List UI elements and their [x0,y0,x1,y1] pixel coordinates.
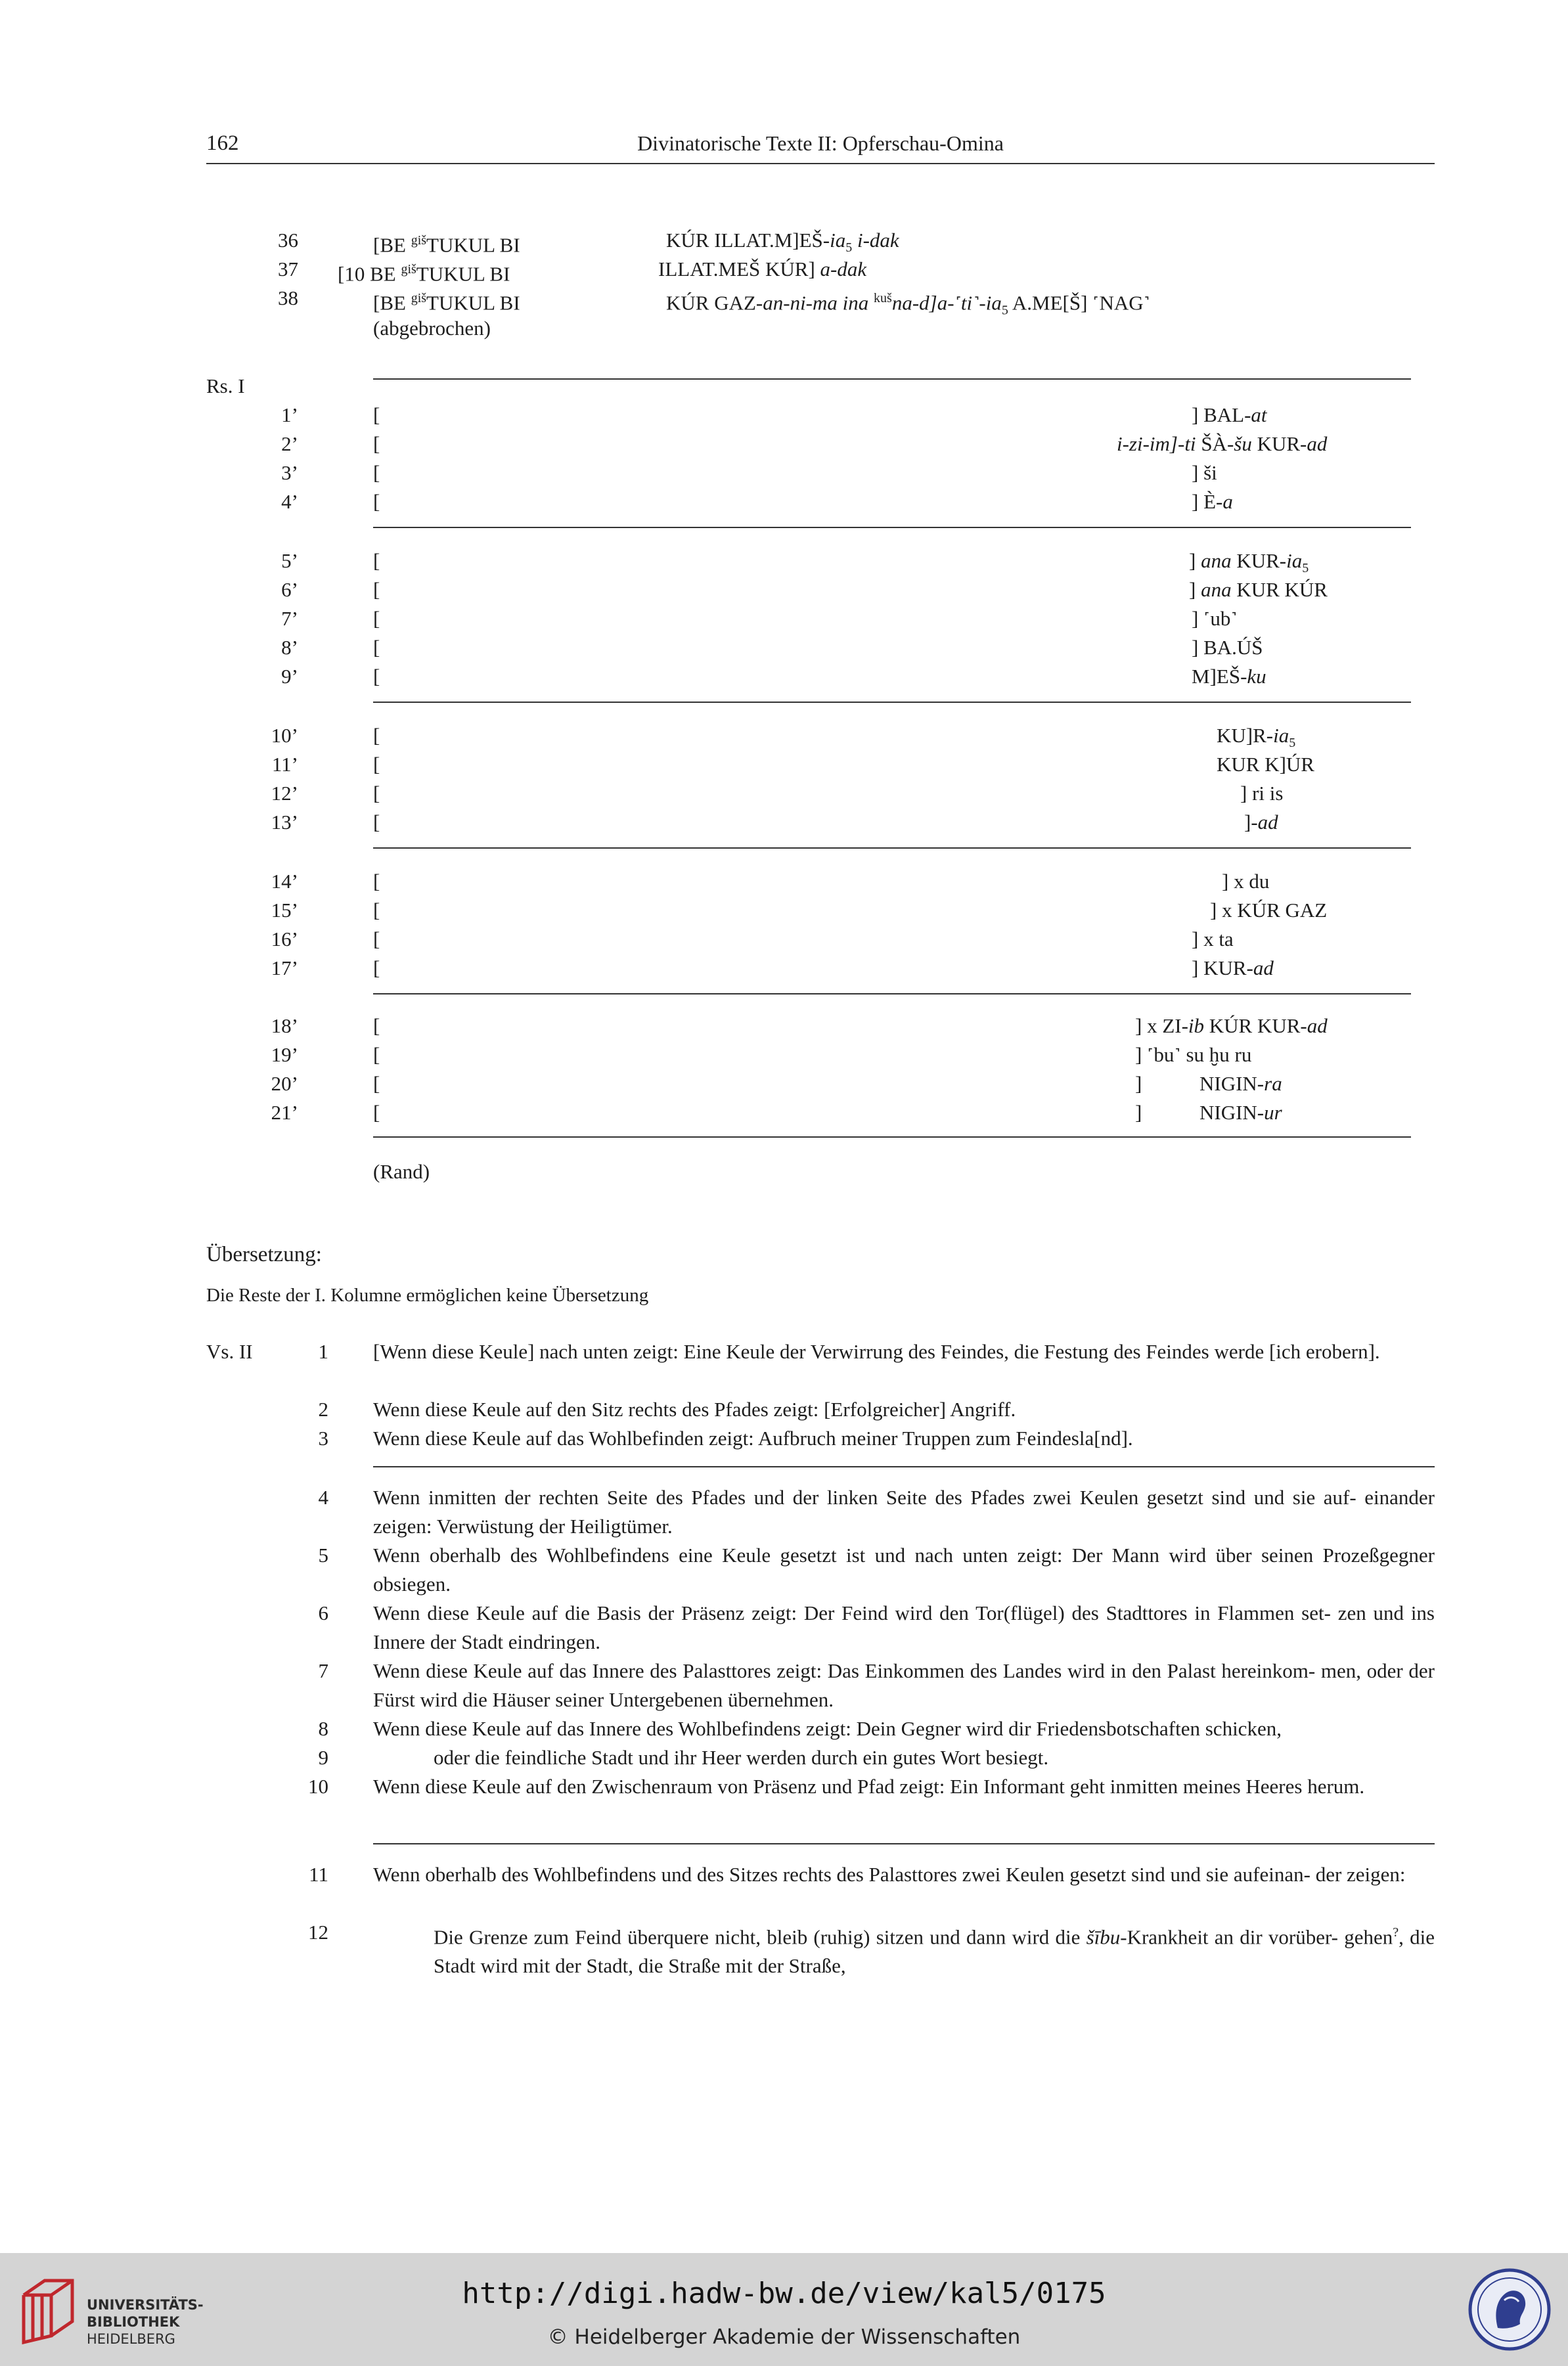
transliteration-line [206,285,1435,318]
translation-text: Wenn diese Keule auf den Zwischenraum von Präsenz und Pfad zeigt: Ein Informant geht inmitten meines Heeres herum. [373,1775,1365,1798]
line-text: NIGIN-ur [1199,1101,1282,1124]
translation-entry [206,1395,1435,1424]
line-number: 6’ [281,578,298,601]
transliteration-line [206,1071,1435,1097]
line-text: ] x ZI-ib KÚR KUR-ad [1135,1014,1328,1037]
line-text: KUR K]ÚR [1217,753,1314,776]
open-bracket: [ [373,1072,380,1095]
line-text: ] ši [1192,461,1217,484]
line-number: 2’ [281,432,298,455]
open-bracket: [ [373,549,380,572]
line-text: ] ˹bu˺ su ḫu ru [1135,1043,1252,1066]
line-part-left: [10 BE $^{giš}$TUKUL BI [338,262,510,286]
line-number: 38 [278,286,298,309]
translation-text: Wenn inmitten der rechten Seite des Pfades und der linken Seite des Pfades zwei Keulen gesetzt sind und sie auf- einander zeigen: Verwüstung der Heiligtümer. [373,1486,1435,1538]
line-part-right: ILLAT.MEŠ KÚR] a-dak [658,257,867,280]
line-text: ] ana KUR-$ia_5$ [1189,549,1309,576]
open-bracket: [ [373,956,380,979]
transliteration-line [206,897,1435,924]
line-number: 19’ [271,1043,298,1066]
line-number: 18’ [271,1014,298,1037]
line-text: ] x du [1222,870,1270,893]
translation-entry [206,1772,1435,1830]
translation-text: Wenn oberhalb des Wohlbefindens und des Sitzes rechts des Palasttores zwei Keulen gesetzt sind und sie aufeinan- der zeigen: [373,1863,1406,1886]
transliteration-line [206,809,1435,836]
open-bracket: [ [373,927,380,950]
line-bracket: ] [1135,1101,1142,1124]
open-bracket: [ [373,578,380,601]
line-number: 15’ [271,899,298,922]
translation-text: Wenn diese Keule auf das Innere des Palasttores zeigt: Das Einkommen des Landes wird in den Palast hereinkom- men, oder der Fürst wird die Häuser seiner Untergebenen übernehmen. [373,1659,1435,1711]
translation-entry [206,1483,1435,1541]
academy-seal-icon [1467,2267,1552,2352]
translation-entry [206,1541,1435,1599]
line-number: 21’ [271,1101,298,1124]
line-number: 13’ [271,811,298,834]
divider-line [373,993,1411,994]
running-head [206,131,1435,164]
open-bracket: [ [373,1014,380,1037]
open-bracket: [ [373,1043,380,1066]
line-number: 8’ [281,636,298,659]
divider-line [373,527,1411,528]
transliteration-line [206,926,1435,952]
translation-heading: Übersetzung: [206,1243,322,1266]
line-text: $KU]R-ia_5$ [1217,724,1296,751]
transliteration-line [206,1100,1435,1126]
translation-text: Wenn diese Keule auf das Innere des Wohlbefindens zeigt: Dein Gegner wird dir Friedensbotschaften schicken, [373,1717,1282,1740]
transliteration-line [206,780,1435,807]
line-number: 14’ [271,870,298,893]
translation-number: 2 [318,1398,328,1421]
transliteration-line [206,751,1435,778]
line-number: 3’ [281,461,298,484]
line-number: 16’ [271,927,298,950]
translation-number: 3 [318,1427,328,1450]
transliteration-line [206,1042,1435,1068]
open-bracket: [ [373,753,380,776]
line-bracket: ] [1135,1072,1142,1095]
line-text: NIGIN-ra [1199,1072,1282,1095]
transliteration-line [206,955,1435,981]
divider-line [373,1843,1435,1844]
line-number: 37 [278,257,298,280]
open-bracket: [ [373,724,380,747]
translation-text: oder die feindliche Stadt und ihr Heer werden durch ein gutes Wort besiegt. [434,1746,1049,1769]
translation-number: 8 [318,1717,328,1740]
transliteration-line [206,548,1435,574]
line-number: 36 [278,229,298,252]
open-bracket: [ [373,665,380,688]
translation-text: [Wenn diese Keule] nach unten zeigt: Eine Keule der Verwirrung des Feindes, die Festung des Feindes werde [ich erobern]. [373,1340,1380,1363]
translation-number: 5 [318,1544,328,1567]
translation-number: 10 [308,1775,328,1798]
section-label-obverse: Vs. II [206,1340,253,1363]
abgebrochen-note: (abgebrochen) [373,317,491,340]
translation-entry [206,1918,1435,1976]
line-text: ] ˹ub˺ [1192,607,1238,630]
translation-text: Die Grenze zum Feind überquere nicht, bleib (ruhig) sitzen und dann wird die šību-Krankheit an dir vorüber- gehen?, die Stadt wird mit der Stadt, die Straße mit der Straße, [434,1925,1435,1978]
open-bracket: [ [373,636,380,659]
line-part-left: [BE $^{giš}$TUKUL BI [373,233,520,257]
translation-entry [206,1743,1435,1772]
line-text: ] ri is [1240,782,1284,805]
translation-number: 7 [318,1659,328,1682]
divider-line [373,702,1411,703]
line-text: ] x KÚR GAZ [1210,899,1328,922]
copyright-notice: © Heidelberger Akademie der Wissenschaften [547,2325,1021,2349]
translation-text: Wenn oberhalb des Wohlbefindens eine Keule gesetzt ist und nach unten zeigt: Der Mann wird über seinen Prozeßgegner obsiegen. [373,1544,1435,1596]
translation-number: 4 [318,1486,328,1509]
line-number: 20’ [271,1072,298,1095]
open-bracket: [ [373,432,380,455]
open-bracket: [ [373,811,380,834]
page-number: 162 [206,131,239,155]
running-title: Divinatorische Texte II: Opferschau-Omina [637,131,1004,155]
transliteration-line [206,663,1435,690]
translation-text: Wenn diese Keule auf den Sitz rechts des Pfades zeigt: [Erfolgreicher] Angriff. [373,1398,1016,1421]
translation-number: 9 [318,1746,328,1769]
line-number: 9’ [281,665,298,688]
translation-entry [206,1714,1435,1743]
open-bracket: [ [373,461,380,484]
open-bracket: [ [373,899,380,922]
line-text: ] BAL-at [1192,403,1267,426]
line-text: ] È-a [1192,490,1233,513]
transliteration-line [206,577,1435,603]
transliteration-line [206,606,1435,632]
translation-text: Wenn diese Keule auf die Basis der Präsenz zeigt: Der Feind wird den Tor(flügel) des Stadttores in Flammen set- zen und ins Innere der Stadt eindringen. [373,1601,1435,1653]
open-bracket: [ [373,607,380,630]
translation-entry [206,1599,1435,1657]
translation-entry [206,1337,1435,1395]
line-number: 7’ [281,607,298,630]
translation-entry [206,1657,1435,1714]
line-text: M]EŠ-ku [1192,665,1266,688]
line-text: ]-ad [1244,811,1278,834]
permalink-url[interactable]: http://digi.hadw-bw.de/view/kal5/0175 [462,2277,1106,2310]
divider-line [373,378,1411,380]
section-label-reverse: Rs. I [206,374,245,397]
transliteration-line [206,402,1435,428]
line-text: ] ana KUR KÚR [1189,578,1328,601]
line-number: 5’ [281,549,298,572]
divider-line [373,1136,1411,1138]
translation-number: 12 [308,1921,328,1944]
open-bracket: [ [373,403,380,426]
translation-number: 11 [309,1863,328,1886]
transliteration-line [206,431,1435,457]
line-text: ] x ta [1192,927,1234,950]
transliteration-line [206,460,1435,486]
transliteration-line [206,723,1435,749]
open-bracket: [ [373,1101,380,1124]
translation-entry [206,1424,1435,1453]
line-number: 1’ [281,403,298,426]
line-part-left: [BE $^{giš}$TUKUL BI [373,291,520,315]
open-bracket: [ [373,490,380,513]
line-number: 12’ [271,782,298,805]
translation-text: Wenn diese Keule auf das Wohlbefinden zeigt: Aufbruch meiner Truppen zum Feindesla[nd]. [373,1427,1133,1450]
transliteration-line [206,868,1435,895]
line-part-right: KÚR GAZ-an-ni-ma ina $^{kuš}na-d]a-˹ti˺-ia_5$ A.ME[Š] ˹NAG˺ [666,291,1150,318]
line-text: ] BA.ÚŠ [1192,636,1263,659]
translation-entry [206,1860,1435,1918]
divider-line [373,1466,1435,1467]
rand-note: (Rand) [373,1160,430,1183]
library-logo-text: UNIVERSITÄTS- BIBLIOTHEK HEIDELBERG [87,2297,204,2347]
line-number: 10’ [271,724,298,747]
open-bracket: [ [373,782,380,805]
line-number: 11’ [271,753,298,776]
translation-number: 6 [318,1601,328,1624]
divider-line [373,847,1411,849]
open-bracket: [ [373,870,380,893]
transliteration-line [206,1013,1435,1039]
footer-bar [0,2253,1568,2366]
transliteration-line [206,227,1435,257]
transliteration-line [206,256,1435,286]
translation-number: 1 [318,1340,328,1363]
translation-note: Die Reste der I. Kolumne ermöglichen keine Übersetzung [206,1285,649,1306]
line-part-right: KÚR $ILLAT.M]EŠ-ia_5$ i-dak [666,229,899,256]
transliteration-line [206,489,1435,515]
line-text: i-zi-im]-ti ŠÀ-šu KUR-ad [1117,432,1328,455]
transliteration-line [206,635,1435,661]
line-number: 4’ [281,490,298,513]
line-text: ] KUR-ad [1192,956,1274,979]
line-number: 17’ [271,956,298,979]
